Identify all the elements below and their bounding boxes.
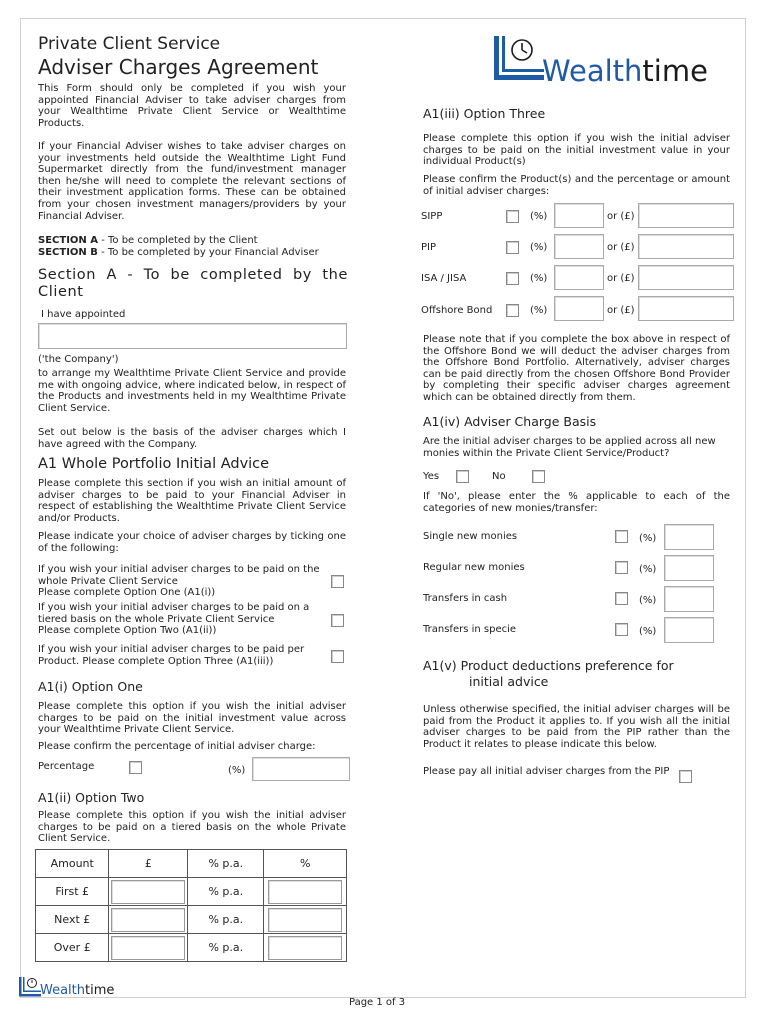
footer-logo (18, 976, 118, 1000)
product-or-label: or (£) (607, 305, 635, 316)
category-pct-label: (%) (639, 564, 657, 575)
section-a-heading: Section A - To be completed by the Client (38, 267, 348, 300)
product-or-label: or (£) (607, 242, 635, 253)
pay-from-pip-checkbox[interactable] (679, 770, 692, 783)
option-five-heading: A1(v) Product deductions preference for (423, 658, 674, 673)
product-name: SIPP (421, 211, 443, 222)
option-three-paragraph-2: Please confirm the Product(s) and the percentage or amount of initial adviser charges: (423, 174, 730, 197)
a1-heading: A1 Whole Portfolio Initial Advice (38, 456, 270, 472)
category-pct-input[interactable] (664, 617, 714, 643)
arrange-paragraph: to arrange my Wealthtime Private Client Service and provide me with ongoing advice, where indicated below, in respect of the Products and investments held in my Wealthtime Private Client Service. (38, 368, 346, 414)
tier-percent-input[interactable] (268, 880, 342, 904)
percentage-input[interactable] (252, 757, 350, 781)
tiered-charges-table (35, 849, 347, 962)
category-name: Transfers in specie (423, 624, 517, 635)
table-header-cell: % (264, 850, 347, 878)
category-pct-input[interactable] (664, 555, 714, 581)
basis-paragraph: Set out below is the basis of the adviser charges which I have agreed with the Company. (38, 427, 346, 450)
percentage-label: Percentage (38, 761, 95, 772)
option-one-checkbox[interactable] (331, 575, 344, 588)
appointed-label: I have appointed (41, 309, 126, 320)
product-name: Offshore Bond (421, 305, 493, 316)
option-four-paragraph-1: Are the initial adviser charges to be applied across all new monies within the Private Client Service/Product? (423, 436, 716, 459)
option-five-heading-line2: initial advice (469, 674, 549, 689)
category-name: Single new monies (423, 531, 518, 542)
product-name: PIP (421, 242, 437, 253)
section-b-note: SECTION B - To be completed by your Financial Adviser (38, 247, 319, 258)
product-amount-input[interactable] (638, 265, 734, 290)
category-pct-label: (%) (639, 533, 657, 544)
a1-choice-3: If you wish your initial adviser charges to be paid per Product. Please complete Option Three (A1(iii)) (38, 644, 305, 667)
table-row (36, 906, 347, 934)
product-amount-input[interactable] (638, 234, 734, 259)
header-line1: Private Client Service (38, 34, 221, 54)
product-pct-label: (%) (530, 273, 548, 284)
tier-amount-input[interactable] (111, 908, 185, 932)
table-header-cell: £ (109, 850, 188, 878)
option-five-paragraph-1: Unless otherwise specified, the initial adviser charges will be paid from the Product it applies to. If you wish all the initial adviser charges to be paid from the PIP rather than the Product it relates to please indicate this below. (423, 704, 730, 750)
a1-paragraph-1: Please complete this section if you wish an initial amount of adviser charges to be paid to your Financial Adviser in respect of establishing the Wealthtime Private Client Service and/or Products. (38, 478, 346, 524)
product-pct-input[interactable] (554, 265, 604, 290)
option-three-paragraph-1: Please complete this option if you wish the initial adviser charges to be paid on the initial investment value in your individual Product(s) (423, 133, 730, 168)
section-a-note: SECTION A - To be completed by the Client (38, 235, 258, 246)
percentage-checkbox[interactable] (129, 761, 142, 774)
product-name: ISA / JISA (421, 273, 467, 284)
page-number: Page 1 of 3 (349, 997, 406, 1008)
table-row (36, 878, 347, 906)
tier-unit: % p.a. (188, 906, 264, 934)
product-pct-label: (%) (530, 305, 548, 316)
category-checkbox[interactable] (615, 530, 628, 543)
option-five-paragraph-2: Please pay all initial adviser charges from the PIP (423, 766, 670, 777)
product-or-label: or (£) (607, 211, 635, 222)
product-pct-label: (%) (530, 242, 548, 253)
option-one-paragraph-1: Please complete this option if you wish the initial adviser charges to be paid on the initial investment value across your Wealthtime Private Client Service. (38, 701, 346, 736)
table-header-cell: Amount (36, 850, 109, 878)
tier-label: First £ (36, 878, 109, 906)
option-four-heading: A1(iv) Adviser Charge Basis (423, 414, 597, 429)
option-three-heading: A1(iii) Option Three (423, 106, 546, 121)
category-pct-label: (%) (639, 595, 657, 606)
tier-percent-input[interactable] (268, 936, 342, 960)
yes-label: Yes (423, 471, 440, 482)
wealthtime-logo (490, 34, 730, 90)
category-checkbox[interactable] (615, 592, 628, 605)
a1-choice-1: If you wish your initial adviser charges to be paid on the whole Private Client Service Please complete Option One (A1(i)) (38, 564, 320, 599)
logo-wordmark: Wealthtime (542, 54, 708, 88)
tier-label: Next £ (36, 906, 109, 934)
page-title: Adviser Charges Agreement (38, 55, 319, 79)
tier-unit: % p.a. (188, 934, 264, 962)
option-four-paragraph-2: If 'No', please enter the % applicable to each of the categories of new monies/transfer: (423, 491, 730, 514)
product-pct-input[interactable] (554, 203, 604, 228)
adviser-company-input[interactable] (38, 323, 347, 349)
tier-amount-input[interactable] (111, 880, 185, 904)
footer-wordmark: Wealthtime (40, 983, 115, 998)
category-name: Regular new monies (423, 562, 525, 573)
percentage-unit: (%) (228, 765, 246, 776)
product-checkbox[interactable] (506, 241, 519, 254)
category-name: Transfers in cash (423, 593, 508, 604)
product-or-label: or (£) (607, 273, 635, 284)
category-checkbox[interactable] (615, 623, 628, 636)
table-header-cell: % p.a. (188, 850, 264, 878)
product-checkbox[interactable] (506, 304, 519, 317)
tier-amount-input[interactable] (111, 936, 185, 960)
option-two-heading: A1(ii) Option Two (38, 790, 145, 805)
category-pct-input[interactable] (664, 524, 714, 550)
table-row (36, 934, 347, 962)
no-label: No (492, 471, 506, 482)
product-pct-label: (%) (530, 211, 548, 222)
product-pct-input[interactable] (554, 296, 604, 321)
company-label: ('the Company') (38, 354, 119, 365)
option-two-checkbox[interactable] (331, 614, 344, 627)
option-one-paragraph-2: Please confirm the percentage of initial adviser charge: (38, 741, 316, 752)
yes-checkbox[interactable] (456, 470, 469, 483)
option-two-paragraph: Please complete this option if you wish the initial adviser charges to be paid on a tiered basis on the whole Private Client Service. (38, 810, 346, 845)
product-checkbox[interactable] (506, 210, 519, 223)
option-three-checkbox[interactable] (331, 650, 344, 663)
product-amount-input[interactable] (638, 296, 734, 321)
product-checkbox[interactable] (506, 272, 519, 285)
intro-paragraph-1: This Form should only be completed if you wish your appointed Financial Adviser to take adviser charges from your Wealthtime Private Client Service or Wealthtime Products. (38, 83, 346, 129)
product-pct-input[interactable] (554, 234, 604, 259)
a1-choice-2: If you wish your initial adviser charges to be paid on a tiered basis on the whole Private Client Service Please complete Option Two (A1(ii)) (38, 602, 310, 637)
intro-paragraph-2: If your Financial Adviser wishes to take adviser charges on your investments held outside the Wealthtime Light Fund Supermarket directly from the fund/investment manager then he/she will need to complete the relevant sections of their investment application forms. These can be obtained from your chosen investment managers/providers by your Financial Adviser. (38, 141, 346, 222)
tier-percent-input[interactable] (268, 908, 342, 932)
product-amount-input[interactable] (638, 203, 734, 228)
category-pct-input[interactable] (664, 586, 714, 612)
tier-label: Over £ (36, 934, 109, 962)
offshore-bond-note: Please note that if you complete the box above in respect of the Offshore Bond we will deduct the adviser charges from the Offshore Bond Portfolio. Alternatively, adviser charges can be paid directly from the chosen Offshore Bond Provider by completing their specific adviser charges agreement which can be obtained directly from them. (423, 334, 730, 403)
a1-paragraph-2: Please indicate your choice of adviser charges by ticking one of the following: (38, 531, 346, 554)
category-checkbox[interactable] (615, 561, 628, 574)
option-one-heading: A1(i) Option One (38, 679, 143, 694)
logo-mark-icon (490, 34, 550, 86)
no-checkbox[interactable] (532, 470, 545, 483)
tier-unit: % p.a. (188, 878, 264, 906)
category-pct-label: (%) (639, 626, 657, 637)
table-header-row (36, 850, 347, 878)
